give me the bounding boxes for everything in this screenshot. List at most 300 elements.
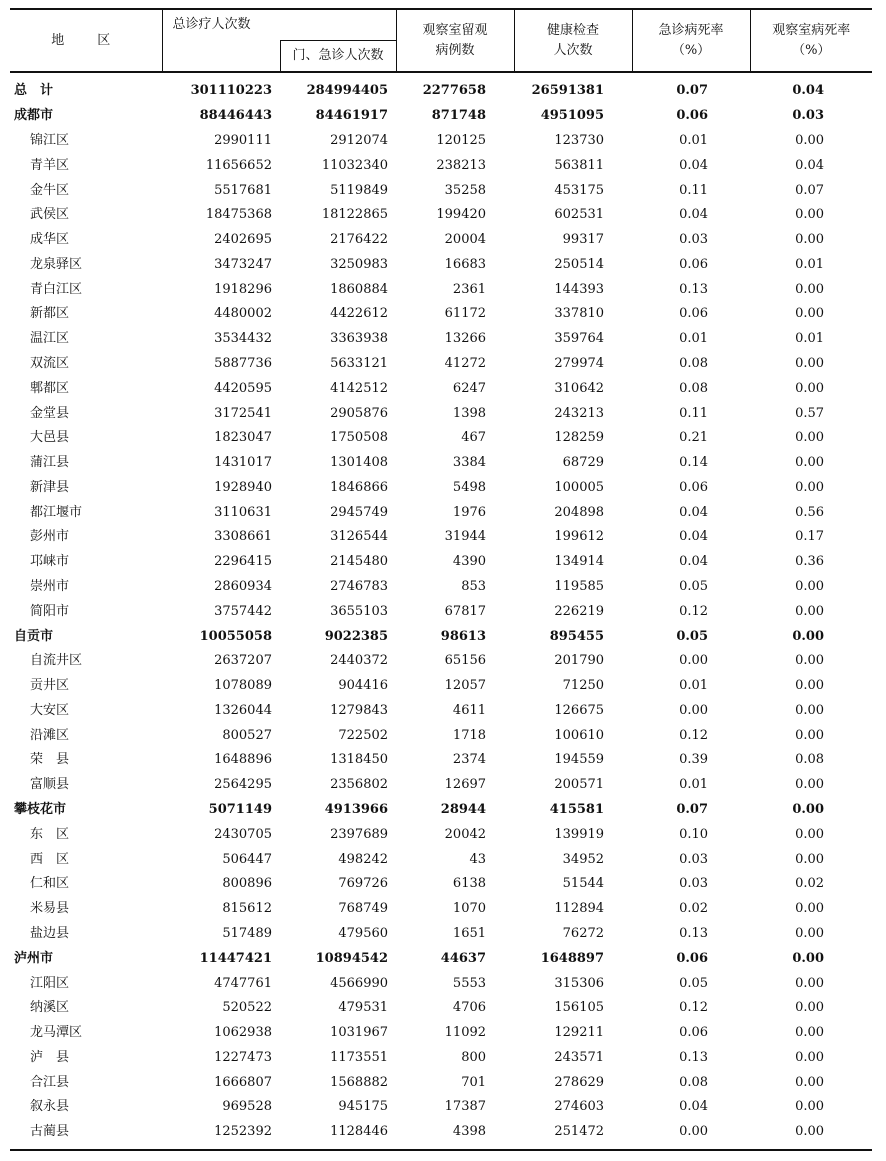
region-name-cell: 仁和区 [30, 876, 70, 892]
region-name-cell: 攀枝花市 [14, 802, 67, 818]
health-checks-cell: 4951095 [540, 108, 605, 124]
observation-cases-cell: 2277658 [422, 83, 487, 99]
health-checks-cell: 337810 [554, 306, 605, 322]
total-visits-cell: 3473247 [214, 256, 272, 272]
outpatient-emergency-cell: 2176422 [330, 232, 389, 248]
health-checks-cell: 26591381 [531, 83, 605, 99]
region-name-cell: 总 计 [14, 83, 54, 99]
total-visits-cell: 1326044 [214, 702, 272, 718]
district-row [10, 1045, 872, 1070]
emergency-mortality-cell: 0.12 [679, 727, 709, 743]
total-visits-cell: 3757442 [214, 603, 272, 619]
observation-cases-cell: 6138 [452, 876, 487, 892]
observation-mortality-cell: 0.36 [795, 554, 825, 570]
outpatient-emergency-cell: 1860884 [330, 281, 389, 297]
outpatient-emergency-cell: 1750508 [330, 430, 389, 446]
district-row [10, 277, 872, 302]
observation-cases-cell: 12057 [444, 678, 487, 694]
observation-cases-cell: 120125 [436, 132, 487, 148]
total-visits-cell: 2564295 [214, 777, 272, 793]
region-name-cell: 彭州市 [30, 529, 70, 545]
health-checks-cell: 602531 [554, 207, 605, 223]
emergency-mortality-cell: 0.12 [679, 1000, 709, 1016]
outpatient-emergency-cell: 2746783 [330, 579, 389, 595]
total-visits-cell: 5517681 [214, 182, 272, 198]
observation-cases-cell: 61172 [444, 306, 487, 322]
emergency-mortality-cell: 0.04 [679, 1099, 709, 1115]
outpatient-emergency-cell: 1318450 [330, 752, 389, 768]
health-checks-cell: 204898 [554, 504, 605, 520]
observation-cases-cell: 41272 [444, 355, 487, 371]
region-name-cell: 武侯区 [30, 207, 70, 223]
district-row [10, 327, 872, 352]
district-row [10, 1021, 872, 1046]
outpatient-emergency-cell: 4913966 [324, 802, 389, 818]
table-body [10, 72, 872, 1145]
region-name-cell: 米易县 [30, 901, 70, 917]
total-visits-cell: 4480002 [214, 306, 272, 322]
outpatient-emergency-cell: 769726 [338, 876, 389, 892]
header-outpatient-emergency: 门、急诊人次数 [280, 41, 396, 73]
total-visits-cell: 1666807 [214, 1074, 272, 1090]
health-checks-cell: 156105 [554, 1000, 605, 1016]
region-name-cell: 东 区 [30, 826, 70, 842]
health-checks-cell: 200571 [554, 777, 605, 793]
health-checks-cell: 310642 [554, 380, 605, 396]
observation-mortality-cell: 0.08 [795, 752, 825, 768]
region-name-cell: 自流井区 [30, 653, 83, 669]
region-name-cell: 金牛区 [30, 182, 70, 198]
emergency-mortality-cell: 0.01 [679, 331, 709, 347]
total-visits-cell: 800896 [222, 876, 272, 892]
observation-cases-cell: 44637 [440, 950, 487, 966]
emergency-mortality-cell: 0.05 [679, 579, 709, 595]
health-checks-cell: 123730 [554, 132, 605, 148]
district-row [10, 228, 872, 253]
total-visits-cell: 18475368 [205, 207, 272, 223]
region-name-cell: 泸 县 [30, 1049, 70, 1065]
emergency-mortality-cell: 0.06 [676, 950, 709, 966]
emergency-mortality-cell: 0.05 [679, 975, 709, 991]
outpatient-emergency-cell: 2356802 [330, 777, 389, 793]
observation-cases-cell: 5553 [452, 975, 487, 991]
health-checks-cell: 100005 [554, 479, 605, 495]
emergency-mortality-cell: 0.11 [679, 405, 709, 421]
health-checks-cell: 194559 [554, 752, 605, 768]
outpatient-emergency-cell: 2440372 [330, 653, 389, 669]
observation-mortality-cell: 0.01 [795, 331, 825, 347]
total-visits-cell: 3308661 [214, 529, 272, 545]
outpatient-emergency-cell: 1128446 [330, 1124, 389, 1140]
region-name-cell: 金堂县 [30, 405, 70, 421]
district-row [10, 649, 872, 674]
observation-cases-cell: 31944 [444, 529, 487, 545]
outpatient-emergency-cell: 904416 [338, 678, 389, 694]
health-checks-cell: 274603 [554, 1099, 605, 1115]
emergency-mortality-cell: 0.10 [679, 826, 709, 842]
total-visits-cell: 1062938 [214, 1025, 272, 1041]
emergency-mortality-cell: 0.03 [679, 851, 709, 867]
outpatient-emergency-cell: 945175 [338, 1099, 389, 1115]
observation-mortality-cell: 0.03 [792, 108, 825, 124]
outpatient-emergency-cell: 5633121 [330, 355, 389, 371]
observation-mortality-cell: 0.17 [795, 529, 825, 545]
region-name-cell: 新津县 [30, 479, 70, 495]
outpatient-emergency-cell: 10894542 [315, 950, 389, 966]
outpatient-emergency-cell: 4422612 [330, 306, 389, 322]
health-checks-cell: 226219 [554, 603, 605, 619]
emergency-mortality-cell: 0.13 [679, 281, 709, 297]
region-name-cell: 江阳区 [30, 975, 70, 991]
hospital-statistics-table [10, 8, 872, 1145]
emergency-mortality-cell: 0.01 [679, 132, 709, 148]
observation-cases-cell: 28944 [440, 802, 487, 818]
observation-cases-cell: 67817 [444, 603, 487, 619]
outpatient-emergency-cell: 2397689 [330, 826, 389, 842]
health-checks-cell: 134914 [554, 554, 605, 570]
outpatient-emergency-cell: 5119849 [330, 182, 389, 198]
table-bottom-rule [10, 1149, 872, 1151]
district-row [10, 822, 872, 847]
health-checks-cell: 71250 [562, 678, 605, 694]
total-visits-cell: 969528 [222, 1099, 272, 1115]
district-row [10, 426, 872, 451]
total-visits-cell: 1823047 [214, 430, 272, 446]
total-visits-cell: 2990111 [214, 132, 272, 148]
health-checks-cell: 126675 [554, 702, 605, 718]
observation-mortality-cell: 0.56 [795, 504, 825, 520]
header-region: 地 区 [10, 9, 162, 72]
observation-cases-cell: 800 [461, 1049, 487, 1065]
outpatient-emergency-cell: 2145480 [330, 554, 389, 570]
observation-mortality-cell: 0.00 [795, 306, 825, 322]
health-checks-cell: 139919 [554, 826, 605, 842]
observation-cases-cell: 3384 [452, 455, 487, 471]
outpatient-emergency-cell: 2945749 [330, 504, 389, 520]
region-name-cell: 简阳市 [30, 603, 70, 619]
observation-mortality-cell: 0.00 [795, 380, 825, 396]
health-checks-cell: 243571 [554, 1049, 605, 1065]
observation-mortality-cell: 0.00 [795, 1049, 825, 1065]
observation-mortality-cell: 0.00 [795, 355, 825, 371]
health-checks-cell: 201790 [554, 653, 605, 669]
region-name-cell: 新都区 [30, 306, 70, 322]
outpatient-emergency-cell: 2905876 [330, 405, 389, 421]
health-checks-cell: 315306 [554, 975, 605, 991]
observation-cases-cell: 4398 [452, 1124, 487, 1140]
district-row [10, 1070, 872, 1095]
emergency-mortality-cell: 0.08 [679, 355, 709, 371]
district-row [10, 401, 872, 426]
observation-mortality-cell: 0.00 [795, 430, 825, 446]
observation-mortality-cell: 0.07 [795, 182, 825, 198]
region-name-cell: 龙泉驿区 [30, 256, 83, 272]
emergency-mortality-cell: 0.07 [676, 83, 709, 99]
health-checks-cell: 243213 [554, 405, 605, 421]
health-checks-cell: 68729 [562, 455, 605, 471]
total-visits-cell: 3110631 [214, 504, 272, 520]
health-checks-cell: 51544 [562, 876, 605, 892]
outpatient-emergency-cell: 1173551 [330, 1049, 389, 1065]
district-row [10, 1095, 872, 1120]
observation-cases-cell: 1651 [452, 925, 487, 941]
emergency-mortality-cell: 0.12 [679, 603, 709, 619]
district-row [10, 699, 872, 724]
observation-mortality-cell: 0.00 [795, 603, 825, 619]
observation-mortality-cell: 0.00 [795, 678, 825, 694]
header-emergency-mortality: 急诊病死率 （%） [632, 9, 750, 72]
observation-mortality-cell: 0.00 [795, 702, 825, 718]
outpatient-emergency-cell: 9022385 [324, 628, 389, 644]
observation-mortality-cell: 0.00 [792, 802, 825, 818]
observation-mortality-cell: 0.00 [792, 628, 825, 644]
observation-mortality-cell: 0.00 [795, 777, 825, 793]
observation-mortality-cell: 0.00 [795, 1124, 825, 1140]
city-row [10, 946, 872, 971]
emergency-mortality-cell: 0.06 [679, 479, 709, 495]
emergency-mortality-cell: 0.13 [679, 925, 709, 941]
header-total-visits: 总诊疗人次数 [162, 9, 396, 41]
observation-mortality-cell: 0.04 [792, 83, 825, 99]
total-visits-cell: 88446443 [199, 108, 272, 124]
region-name-cell: 锦江区 [30, 132, 70, 148]
observation-cases-cell: 853 [461, 579, 487, 595]
district-row [10, 847, 872, 872]
observation-mortality-cell: 0.01 [795, 256, 825, 272]
total-visits-cell: 2637207 [214, 653, 272, 669]
total-visits-cell: 517489 [222, 925, 272, 941]
total-row [10, 72, 872, 104]
outpatient-emergency-cell: 3655103 [330, 603, 389, 619]
health-checks-cell: 144393 [554, 281, 605, 297]
district-row [10, 748, 872, 773]
health-checks-cell: 128259 [554, 430, 605, 446]
district-row [10, 599, 872, 624]
health-checks-cell: 251472 [554, 1124, 605, 1140]
total-visits-cell: 506447 [222, 851, 272, 867]
emergency-mortality-cell: 0.11 [679, 182, 709, 198]
observation-cases-cell: 1070 [452, 901, 487, 917]
region-name-cell: 都江堰市 [30, 504, 83, 520]
outpatient-emergency-cell: 4142512 [330, 380, 389, 396]
district-row [10, 773, 872, 798]
region-name-cell: 双流区 [30, 355, 70, 371]
emergency-mortality-cell: 0.04 [679, 504, 709, 520]
observation-mortality-cell: 0.02 [795, 876, 825, 892]
total-visits-cell: 520522 [222, 1000, 272, 1016]
district-row [10, 1120, 872, 1145]
observation-mortality-cell: 0.00 [795, 579, 825, 595]
district-row [10, 153, 872, 178]
total-visits-cell: 4420595 [214, 380, 272, 396]
health-checks-cell: 563811 [554, 157, 605, 173]
observation-cases-cell: 12697 [444, 777, 487, 793]
observation-mortality-cell: 0.00 [795, 1000, 825, 1016]
district-row [10, 897, 872, 922]
district-row [10, 550, 872, 575]
observation-cases-cell: 238213 [436, 157, 487, 173]
observation-cases-cell: 4390 [452, 554, 487, 570]
observation-cases-cell: 98613 [440, 628, 487, 644]
emergency-mortality-cell: 0.06 [679, 256, 709, 272]
district-row [10, 129, 872, 154]
observation-mortality-cell: 0.04 [795, 157, 825, 173]
outpatient-emergency-cell: 479560 [338, 925, 389, 941]
header-health-checks: 健康检查 人次数 [514, 9, 632, 72]
total-visits-cell: 1431017 [214, 455, 272, 471]
outpatient-emergency-cell: 3363938 [330, 331, 389, 347]
district-row [10, 525, 872, 550]
observation-mortality-cell: 0.00 [795, 727, 825, 743]
district-row [10, 203, 872, 228]
health-checks-cell: 453175 [554, 182, 605, 198]
emergency-mortality-cell: 0.05 [676, 628, 709, 644]
outpatient-emergency-cell: 722502 [338, 727, 389, 743]
observation-cases-cell: 2361 [452, 281, 487, 297]
health-checks-cell: 112894 [554, 901, 605, 917]
outpatient-emergency-cell: 1301408 [330, 455, 389, 471]
outpatient-emergency-cell: 1568882 [330, 1074, 389, 1090]
outpatient-emergency-cell: 498242 [338, 851, 389, 867]
district-row [10, 922, 872, 947]
observation-mortality-cell: 0.00 [795, 281, 825, 297]
health-checks-cell: 359764 [554, 331, 605, 347]
observation-cases-cell: 13266 [444, 331, 487, 347]
header-observation-cases: 观察室留观 病例数 [396, 9, 514, 72]
emergency-mortality-cell: 0.04 [679, 207, 709, 223]
region-name-cell: 荣 县 [30, 752, 70, 768]
observation-mortality-cell: 0.00 [795, 851, 825, 867]
district-row [10, 352, 872, 377]
total-visits-cell: 3534432 [214, 331, 272, 347]
region-name-cell: 大邑县 [30, 430, 70, 446]
header-observation-mortality: 观察室病死率 （%） [750, 9, 872, 72]
total-visits-cell: 10055058 [199, 628, 272, 644]
outpatient-emergency-cell: 1846866 [330, 479, 389, 495]
emergency-mortality-cell: 0.00 [679, 702, 709, 718]
emergency-mortality-cell: 0.06 [679, 1025, 709, 1041]
district-row [10, 451, 872, 476]
region-name-cell: 邛崃市 [30, 554, 70, 570]
health-checks-cell: 119585 [554, 579, 605, 595]
health-checks-cell: 100610 [554, 727, 605, 743]
district-row [10, 872, 872, 897]
emergency-mortality-cell: 0.07 [676, 802, 709, 818]
health-checks-cell: 99317 [562, 232, 605, 248]
outpatient-emergency-cell: 3250983 [330, 256, 389, 272]
health-checks-cell: 895455 [549, 628, 605, 644]
health-checks-cell: 76272 [562, 925, 605, 941]
total-visits-cell: 301110223 [190, 83, 272, 99]
observation-mortality-cell: 0.00 [795, 1074, 825, 1090]
observation-cases-cell: 1718 [452, 727, 487, 743]
region-name-cell: 古蔺县 [30, 1124, 70, 1140]
region-name-cell: 龙马潭区 [30, 1025, 83, 1041]
district-row [10, 674, 872, 699]
total-visits-cell: 1078089 [214, 678, 272, 694]
observation-cases-cell: 11092 [444, 1025, 487, 1041]
observation-cases-cell: 20042 [444, 826, 487, 842]
health-checks-cell: 1648897 [540, 950, 605, 966]
observation-mortality-cell: 0.00 [795, 479, 825, 495]
total-visits-cell: 2860934 [214, 579, 272, 595]
emergency-mortality-cell: 0.21 [679, 430, 709, 446]
total-visits-cell: 5071149 [208, 802, 272, 818]
region-name-cell: 成都市 [14, 108, 54, 124]
observation-cases-cell: 65156 [444, 653, 487, 669]
table-header [10, 9, 872, 72]
region-name-cell: 富顺县 [30, 777, 70, 793]
city-row [10, 104, 872, 129]
region-name-cell: 自贡市 [14, 628, 54, 644]
observation-cases-cell: 1976 [452, 504, 487, 520]
outpatient-emergency-cell: 768749 [338, 901, 389, 917]
health-checks-cell: 278629 [554, 1074, 605, 1090]
total-visits-cell: 2296415 [214, 554, 272, 570]
observation-mortality-cell: 0.00 [795, 925, 825, 941]
emergency-mortality-cell: 0.01 [679, 777, 709, 793]
total-visits-cell: 800527 [222, 727, 272, 743]
district-row [10, 723, 872, 748]
observation-cases-cell: 6247 [452, 380, 487, 396]
emergency-mortality-cell: 0.00 [679, 1124, 709, 1140]
observation-mortality-cell: 0.57 [795, 405, 825, 421]
district-row [10, 302, 872, 327]
emergency-mortality-cell: 0.04 [679, 529, 709, 545]
emergency-mortality-cell: 0.13 [679, 1049, 709, 1065]
region-name-cell: 崇州市 [30, 579, 70, 595]
district-row [10, 575, 872, 600]
emergency-mortality-cell: 0.06 [679, 306, 709, 322]
outpatient-emergency-cell: 11032340 [321, 157, 389, 173]
region-name-cell: 西 区 [30, 851, 70, 867]
observation-mortality-cell: 0.00 [795, 455, 825, 471]
outpatient-emergency-cell: 479531 [338, 1000, 389, 1016]
outpatient-emergency-cell: 4566990 [330, 975, 389, 991]
region-name-cell: 盐边县 [30, 925, 70, 941]
observation-cases-cell: 2374 [452, 752, 487, 768]
emergency-mortality-cell: 0.14 [679, 455, 709, 471]
total-visits-cell: 1252392 [214, 1124, 272, 1140]
region-name-cell: 成华区 [30, 232, 70, 248]
region-name-cell: 叙永县 [30, 1099, 70, 1115]
observation-cases-cell: 467 [461, 430, 487, 446]
observation-cases-cell: 701 [461, 1074, 487, 1090]
observation-cases-cell: 35258 [444, 182, 487, 198]
health-checks-cell: 279974 [554, 355, 605, 371]
total-visits-cell: 11656652 [205, 157, 272, 173]
region-name-cell: 蒲江县 [30, 455, 70, 471]
district-row [10, 500, 872, 525]
city-row [10, 798, 872, 823]
outpatient-emergency-cell: 2912074 [330, 132, 389, 148]
observation-cases-cell: 4611 [452, 702, 487, 718]
region-name-cell: 纳溪区 [30, 1000, 70, 1016]
observation-cases-cell: 1398 [452, 405, 487, 421]
region-name-cell: 合江县 [30, 1074, 70, 1090]
emergency-mortality-cell: 0.08 [679, 1074, 709, 1090]
outpatient-emergency-cell: 84461917 [315, 108, 389, 124]
total-visits-cell: 1918296 [214, 281, 272, 297]
observation-cases-cell: 4706 [452, 1000, 487, 1016]
observation-cases-cell: 871748 [431, 108, 487, 124]
region-name-cell: 郫都区 [30, 380, 70, 396]
emergency-mortality-cell: 0.39 [679, 752, 709, 768]
observation-mortality-cell: 0.00 [795, 901, 825, 917]
observation-mortality-cell: 0.00 [795, 653, 825, 669]
observation-cases-cell: 20004 [444, 232, 487, 248]
emergency-mortality-cell: 0.04 [679, 157, 709, 173]
